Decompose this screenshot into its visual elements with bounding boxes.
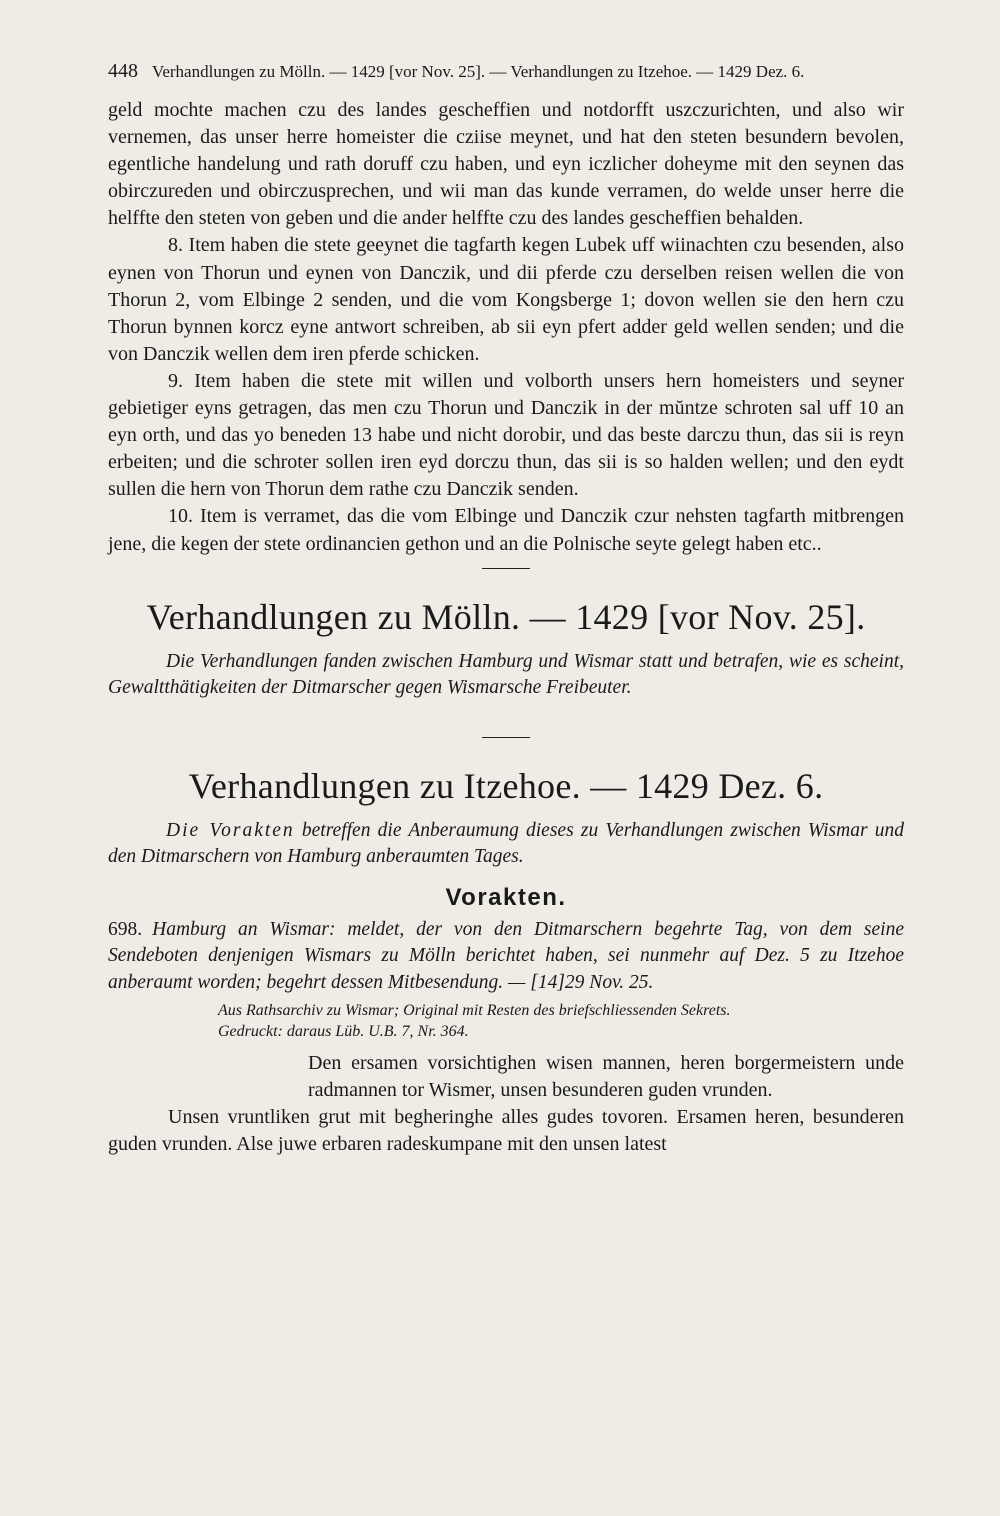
section-divider xyxy=(482,568,530,569)
letter-body: Unsen vruntliken grut mit begheringhe alles gudes tovoren. Ersamen heren, besunderen guden vrunden. Alse juwe erbaren radeskumpane mit den unsen latest xyxy=(108,1106,904,1156)
section-note-moelln: Die Verhandlungen fanden zwischen Hamburg und Wismar statt und betrafen, wie es scheint, Gewaltthätigkeiten der Ditmarscher gegen Wismarsche Freibeuter. xyxy=(108,650,904,698)
section-title-itzehoe: Verhandlungen zu Itzehoe. — 1429 Dez. 6. xyxy=(188,765,824,806)
subsection-title-vorakten: Vorakten. xyxy=(445,883,567,911)
running-header xyxy=(108,60,898,83)
paragraph-item-9: 9. Item haben die stete mit willen und volborth unsers hern homeisters und seyner gebietiger eyns getragen, das men czu Thorun und Danczik in der mŭntze schroten sal uff 10 an eyn orth, und das yo beneden 13 habe und nicht dorobir, und das beste darczu thun, das sii is reyn erbeiten; und die schroter sollen iren eyd dorczu thun, das sii is so halden wellen; und den eydt sullen die hern von Thorun dem rathe czu Danczik senden. xyxy=(108,369,904,501)
entry-number: 698. xyxy=(108,918,143,940)
section-title-moelln: Verhandlungen zu Mölln. — 1429 [vor Nov. 25]. xyxy=(146,596,866,637)
source-line: Gedruckt: daraus Lüb. U.B. 7, Nr. 364. xyxy=(218,1023,469,1041)
entry-698 xyxy=(108,917,904,997)
source-line: Aus Rathsarchiv zu Wismar; Original mit Resten des briefschliessenden Sekrets. xyxy=(218,1002,731,1020)
paragraph-item-10: 10. Item is verramet, das die vom Elbinge und Danczik czur nehsten tagfarth mitbrengen jene, die kegen der stete ordinancien gethon und an die Polnische seyte gelegt haben etc.. xyxy=(108,505,904,555)
paragraph-item-8: 8. Item haben die stete geeynet die tagfarth kegen Lubek uff wiinachten czu besenden, also eynen von Thorun und eynen von Danczik, und dii pferde czu derselben reisen wellen die von Thorun 2, vom Elbinge 2 senden, und die vom Kongsberge 1; dovon wellen sie den hern czu Thorun bynnen korcz eyne antwort schreiben, ab sii eyn pfert adder geld wellen senden; und die von Danczik wellen dem iren pferde schicken. xyxy=(108,234,904,365)
running-title: Verhandlungen zu Mölln. — 1429 [vor Nov. 25]. — Verhandlungen zu Itzehoe. — 1429 Dez. 6. xyxy=(151,62,805,81)
entry-summary: Hamburg an Wismar: meldet, der von den Ditmarschern begehrte Tag, von dem seine Sendeboten denjenigen Wismars zu Mölln berichtet haben, sei nunmehr auf Dez. 5 zu Itzehoe anberaumt worden; begehrt dessen Mitbesendung. — [14]29 Nov. 25. xyxy=(108,918,904,993)
paragraph-continuation: geld mochte machen czu des landes gescheffien und notdorfft uszczurichten, und also wir vernemen, das unser herre homeister die cziise meynet, und hat den steten besundern bevolen, egentliche handelung und rath doruff czu haben, und eyn iczlicher doheyme mit den seynen das obirczureden und obirczusprechen, und wii man das kunde verramen, do welde unser herre die helffte den steten von geben und die ander helffte czu des landes gescheffien behalden. xyxy=(108,99,904,230)
page-body xyxy=(108,97,904,1159)
letter-address: Den ersamen vorsichtighen wisen mannen, heren borgermeistern unde radmannen tor Wismer, unsen besunderen guden vrunden. xyxy=(308,1052,904,1102)
section-divider xyxy=(482,737,530,738)
source-note xyxy=(108,1000,904,1042)
page-number: 448 xyxy=(108,60,138,82)
section-note-itzehoe: Die Vorakten betreffen die Anberaumung dieses zu Verhandlungen zwischen Wismar und den Ditmarschern von Hamburg anberaumten Tages. xyxy=(108,819,904,867)
